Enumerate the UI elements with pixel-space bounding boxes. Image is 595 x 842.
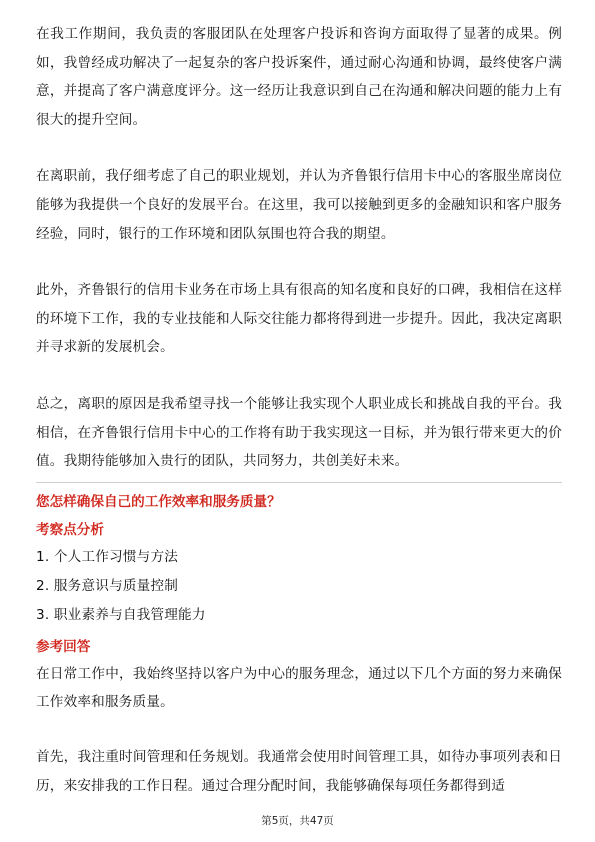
body-paragraph: 总之，离职的原因是我希望寻找一个能够让我实现个人职业成长和挑战自我的平台。我相信，在齐鲁银行信用卡中心的工作将有助于我实现这一目标，并为银行带来更大的价值。我期待能够加入贵行的团队，共同努力，共创美好未来。 xyxy=(36,395,562,470)
answer-heading: 参考回答 xyxy=(36,638,91,655)
answer-paragraph: 在日常工作中，我始终坚持以客户为中心的服务理念，通过以下几个方面的努力来确保工作效率和服务质量。 xyxy=(36,665,562,711)
body-paragraph: 在我工作期间，我负责的客服团队在处理客户投诉和咨询方面取得了显著的成果。例如，我曾经成功解决了一起复杂的客户投诉案件，通过耐心沟通和协调，最终使客户满意，并提高了客户满意度评分。这一经历让我意识到自己在沟通和解决问题的能力上有很大的提升空间。 xyxy=(36,26,562,128)
page-content xyxy=(36,20,562,800)
analysis-heading: 考察点分析 xyxy=(36,521,104,538)
analysis-item: 2. 服务意识与质量控制 xyxy=(36,577,179,594)
answer-paragraph: 首先，我注重时间管理和任务规划。我通常会使用时间管理工具，如待办事项列表和日历，来安排我的工作日程。通过合理分配时间，我能够确保每项任务都得到适 xyxy=(36,748,562,794)
analysis-item: 3. 职业素养与自我管理能力 xyxy=(36,606,206,623)
section-divider xyxy=(36,482,562,483)
interview-question: 您怎样确保自己的工作效率和服务质量？ xyxy=(36,493,281,510)
page-number-footer: 第5页，共47页 xyxy=(261,815,334,827)
analysis-item: 1. 个人工作习惯与方法 xyxy=(36,548,179,565)
body-paragraph: 此外，齐鲁银行的信用卡业务在市场上具有很高的知名度和良好的口碑，我相信在这样的环境下工作，我的专业技能和人际交往能力都将得到进一步提升。因此，我决定离职并寻求新的发展机会。 xyxy=(36,282,562,356)
body-paragraph: 在离职前，我仔细考虑了自己的职业规划，并认为齐鲁银行信用卡中心的客服坐席岗位能够为我提供一个良好的发展平台。在这里，我可以接触到更多的金融知识和客户服务经验，同时，银行的工作环境和团队氛围也符合我的期望。 xyxy=(36,168,562,242)
